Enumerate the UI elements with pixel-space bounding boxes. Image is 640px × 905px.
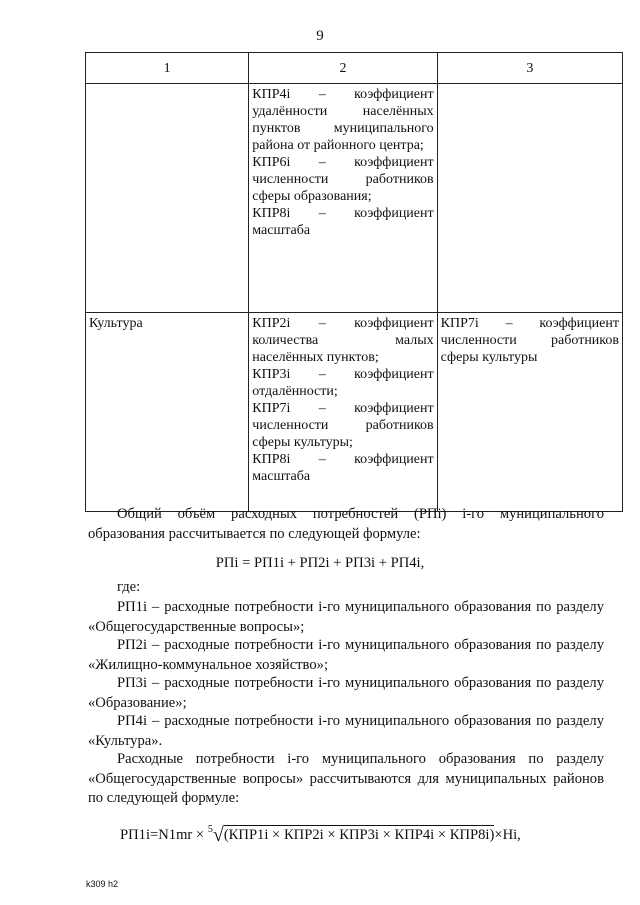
table-row <box>86 84 623 313</box>
formula-tail: ×Hi, <box>494 827 521 843</box>
paragraph-rp3: РП3i – расходные потребности i-го муниципального образования по разделу «Образование»; <box>88 675 604 711</box>
header-col-1: 1 <box>86 53 249 84</box>
paragraph-total: Общий объём расходных потребностей (РПi) i-го муниципального образования рассчитывается по следующей формуле: <box>88 506 604 542</box>
row2-col2 <box>249 313 437 512</box>
root-index: 5 <box>207 824 213 835</box>
formula-rp1 <box>120 822 521 845</box>
row2-col1: Культура <box>86 313 249 512</box>
row1-col3 <box>437 84 622 313</box>
coef-kpr7: КПР7i – коэффициент численности работников сферы культуры; <box>252 401 434 450</box>
coef-kpr6: КПР6i – коэффициент численности работников сферы образования; <box>252 155 434 204</box>
coef-kpr8: КПР8i – коэффициент масштаба <box>252 452 434 484</box>
radicand: (КПР1i × КПР2i × КПР3i × КПР4i × КПР8i) <box>223 827 495 843</box>
formula-total: РПi = РП1i + РП2i + РП3i + РП4i, <box>215 555 425 571</box>
footer-code: k309 h2 <box>86 879 119 889</box>
row2-col3 <box>437 313 622 512</box>
coef-kpr4: КПР4i – коэффициент удалённости населённых пунктов муниципального района от районного центра; <box>252 87 434 153</box>
table-header-row <box>86 53 623 84</box>
paragraph-formula-intro: Расходные потребности i-го муниципального образования по разделу «Общегосударственные вопросы» рассчитываются для муниципальных районов по следующей формуле: <box>88 751 604 806</box>
coef-kpr2: КПР2i – коэффициент количества малых населённых пунктов; <box>252 316 434 365</box>
coef-kpr8: КПР8i – коэффициент масштаба <box>252 206 434 238</box>
where-label: где: <box>117 579 141 595</box>
coef-kpr3: КПР3i – коэффициент отдалённости; <box>252 367 434 399</box>
page-number: 9 <box>316 28 324 44</box>
formula-lhs: РП1i=N1mr × <box>120 827 205 843</box>
row1-col1 <box>86 84 249 313</box>
paragraph-rp1: РП1i – расходные потребности i-го муниципального образования по разделу «Общегосударственные вопросы»; <box>88 599 604 635</box>
paragraph-rp4: РП4i – расходные потребности i-го муниципального образования по разделу «Культура». <box>88 713 604 749</box>
header-col-3: 3 <box>437 53 622 84</box>
radical-icon: √ <box>212 824 224 846</box>
header-col-2: 2 <box>249 53 437 84</box>
coefficients-table <box>85 52 623 512</box>
paragraph-rp2: РП2i – расходные потребности i-го муниципального образования по разделу «Жилищно-коммунальное хозяйство»; <box>88 637 604 673</box>
coef-kpr7-culture: КПР7i – коэффициент численности работников сферы культуры <box>440 316 619 365</box>
row1-col2 <box>249 84 437 313</box>
table-row <box>86 313 623 512</box>
